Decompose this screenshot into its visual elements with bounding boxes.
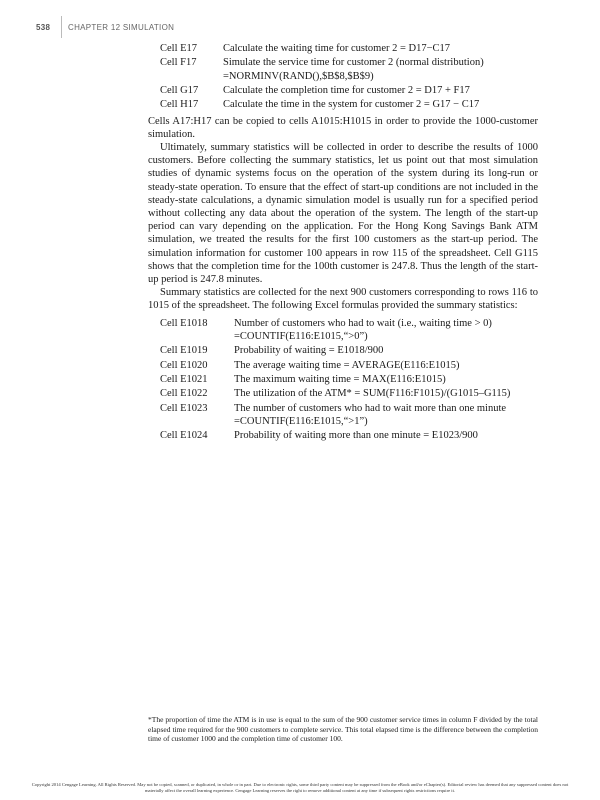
cell-text: The number of customers who had to wait more than one minute [234, 402, 507, 414]
page-number: 538 [36, 23, 51, 32]
cell-reference: Cell E1022 [160, 388, 208, 400]
cell-text: Calculate the time in the system for customer 2 = G17 − C17 [223, 99, 480, 111]
cell-reference: Cell E1020 [160, 359, 208, 371]
cell-description [223, 84, 538, 97]
paragraph-copy-cells: Cells A17:H17 can be copied to cells A1015:H1015 in order to provide the 1000-customer simulation. [148, 115, 538, 140]
cell-reference: Cell F17 [160, 57, 197, 69]
cell-reference: Cell E1024 [160, 430, 208, 442]
footnote: *The proportion of time the ATM is in use is equal to the sum of the 900 customer service times in column F divided by the total elapsed time required for the 900 customers to complete service. This total elapsed time is the difference between the completion time of customer 1000 and the completion time of customer 100. [148, 715, 538, 743]
cell-text: The utilization of the ATM* = SUM(F116:F1015)/(G1015–G115) [234, 388, 511, 400]
running-header [36, 22, 570, 36]
cell-row [148, 84, 538, 97]
cell-list-bottom [148, 317, 538, 443]
cell-description [234, 359, 538, 372]
paragraph-steady-state: Ultimately, summary statistics will be collected in order to describe the results of 1000 customers. Before collecting the summary statistics, let us point out that most simulation studies of dynamic systems focus on the operation of the system during its long-run or steady-state operation. To ensure that the effect of start-up conditions are not included in the steady-state calculations, a dynamic simulation model is usually run for a specified period without collecting any data about the operation of the system. The length of the start-up period can vary depending on the application. For the Hong Kong Savings Bank ATM simulation, we treated the results for the first 100 customers as the start-up period. The simulation information for customer 100 appears in row 115 of the spreadsheet. Cell G115 shows that the completion time for the 100th customer is 247.8. Thus the length of the start-up period is 247.8 minutes. [148, 141, 538, 286]
cell-description [234, 373, 538, 386]
cell-row [148, 42, 538, 55]
paragraph-summary-stats: Summary statistics are collected for the next 900 customers corresponding to rows 116 to 1015 of the spreadsheet. The following Excel formulas provided the summary statistics: [148, 287, 538, 312]
header-divider [61, 16, 62, 38]
cell-text: Number of customers who had to wait (i.e., waiting time > 0) [234, 317, 492, 329]
cell-description [234, 387, 538, 400]
cell-row [148, 359, 538, 372]
cell-list-top [148, 42, 538, 112]
cell-reference: Cell E1019 [160, 345, 208, 357]
cell-description [223, 56, 538, 82]
cell-text: Calculate the waiting time for customer 2 = D17−C17 [223, 43, 451, 54]
cell-reference: Cell E1023 [160, 402, 208, 414]
cell-reference: Cell H17 [160, 99, 199, 111]
cell-row [148, 387, 538, 400]
cell-row [148, 56, 538, 82]
cell-text: The average waiting time = AVERAGE(E116:E1015) [234, 359, 460, 371]
cell-text: The maximum waiting time = MAX(E116:E1015) [234, 374, 446, 385]
chapter-title: CHAPTER 12 SIMULATION [68, 23, 175, 32]
cell-text: Probability of waiting more than one minute = E1023/900 [234, 430, 478, 442]
cell-reference: Cell E17 [160, 43, 198, 54]
cell-description [223, 98, 538, 111]
cell-text: Simulate the service time for customer 2 (normal distribution) [223, 57, 484, 69]
cell-description [234, 317, 538, 343]
cell-text: Probability of waiting = E1018/900 [234, 345, 384, 357]
cell-reference: Cell G17 [160, 84, 199, 96]
cell-row [148, 344, 538, 357]
cell-reference: Cell E1018 [160, 317, 208, 329]
cell-description [234, 429, 538, 442]
cell-row [148, 373, 538, 386]
cell-reference: Cell E1021 [160, 374, 208, 385]
cell-description [234, 402, 538, 428]
cell-formula: =COUNTIF(E116:E1015,“>1”) [234, 415, 368, 427]
copyright-notice: Copyright 2014 Cengage Learning. All Rights Reserved. May not be copied, scanned, or duplicated, in whole or in part. Due to electronic rights, some third party content may be suppressed from the eBook and/or eChapter(s). Editorial review has deemed that any suppressed content does not materially affect the overall learning experience. Cengage Learning reserves the right to remove additional content at any time if subsequent rights restrictions require it. [31, 782, 569, 793]
cell-description [223, 42, 538, 55]
page-body [148, 42, 538, 444]
cell-row [148, 402, 538, 428]
cell-description [234, 344, 538, 357]
cell-formula: =COUNTIF(E116:E1015,“>0”) [234, 330, 368, 342]
cell-row [148, 429, 538, 442]
cell-row [148, 98, 538, 111]
cell-row [148, 317, 538, 343]
cell-formula: =NORMINV(RAND(),$B$8,$B$9) [223, 70, 374, 82]
cell-text: Calculate the completion time for customer 2 = D17 + F17 [223, 84, 470, 96]
